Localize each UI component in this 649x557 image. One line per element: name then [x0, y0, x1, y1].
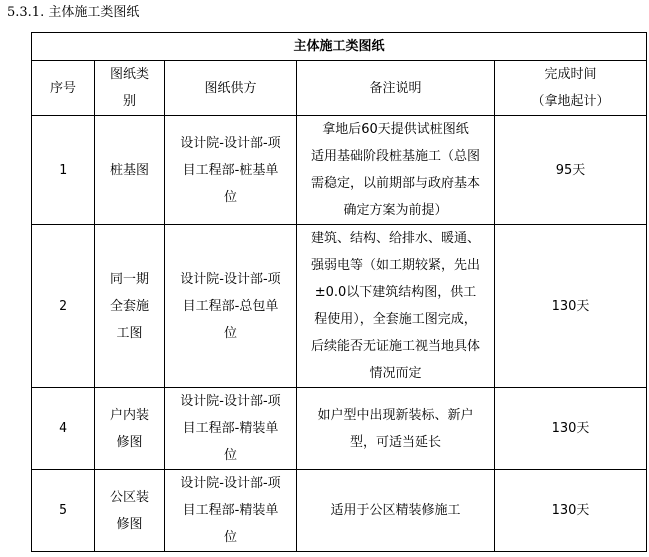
row-provider	[165, 116, 297, 225]
row-category-line: 修图	[116, 516, 143, 532]
row-category-line: 公区装	[109, 489, 149, 505]
table-row	[32, 470, 647, 552]
header-category	[95, 61, 165, 116]
table-title: 主体施工类图纸	[32, 33, 647, 61]
row-notes-line: 型，可适当延长	[349, 434, 441, 450]
row-provider-line: 设计院-设计部-项	[180, 271, 281, 287]
row-notes	[297, 225, 495, 388]
row-category-line: 桩基图	[109, 162, 149, 178]
row-index: 5	[32, 470, 95, 552]
row-notes-line: 如户型中出现新装标、新户	[317, 407, 474, 423]
row-provider	[165, 225, 297, 388]
row-category-line: 全套施	[109, 298, 149, 314]
row-notes-line: 建筑、结构、给排水、暖通、	[310, 231, 480, 246]
header-deadline	[495, 61, 647, 116]
row-category-line: 工图	[116, 325, 143, 341]
row-deadline: 130天	[495, 225, 647, 388]
row-notes-line: 后续能否无证施工视当地具体	[310, 339, 480, 354]
row-notes	[297, 116, 495, 225]
row-index: 1	[32, 116, 95, 225]
header-index: 序号	[32, 61, 95, 116]
row-notes-line: ±0.0以下建筑结构图，供工	[314, 285, 477, 300]
row-notes-line: 确定方案为前提）	[343, 203, 448, 218]
row-provider-line: 目工程部-桩基单	[182, 162, 279, 178]
row-provider-line: 位	[223, 189, 237, 205]
row-category-line: 修图	[116, 434, 143, 450]
row-category	[95, 470, 165, 552]
header-category-line: 图纸类	[109, 67, 149, 82]
row-provider-line: 设计院-设计部-项	[180, 394, 281, 409]
row-provider-line: 位	[223, 325, 237, 341]
row-provider-line: 位	[223, 530, 237, 545]
table-row	[32, 388, 647, 470]
row-provider-line: 目工程部-精装单	[182, 503, 279, 518]
row-provider	[165, 470, 297, 552]
row-deadline: 95天	[495, 116, 647, 225]
header-notes: 备注说明	[297, 61, 495, 116]
header-category-line: 别	[122, 94, 136, 109]
table-row	[32, 116, 647, 225]
row-category	[95, 388, 165, 470]
row-category-line: 同一期	[109, 271, 149, 287]
row-deadline: 130天	[495, 388, 647, 470]
header-row	[32, 61, 647, 116]
header-deadline-line: （拿地起计）	[531, 94, 610, 109]
row-deadline: 130天	[495, 470, 647, 552]
row-notes-line: 情况而定	[369, 366, 422, 381]
row-provider-line: 设计院-设计部-项	[180, 476, 281, 491]
row-notes-line: 适用基础阶段桩基施工（总图	[310, 149, 480, 164]
table-title-row	[32, 33, 647, 61]
row-provider-line: 位	[223, 448, 237, 463]
header-provider: 图纸供方	[165, 61, 297, 116]
row-notes-line: 强弱电等（如工期较紧，先出	[310, 258, 480, 273]
row-category-line: 户内装	[109, 407, 149, 423]
section-heading: 5.3.1. 主体施工类图纸	[7, 5, 140, 20]
row-index: 4	[32, 388, 95, 470]
table-row	[32, 225, 647, 388]
row-category	[95, 116, 165, 225]
row-notes-line: 拿地后60天提供试桩图纸	[322, 122, 469, 137]
row-category	[95, 225, 165, 388]
row-index: 2	[32, 225, 95, 388]
row-notes	[297, 470, 495, 552]
header-deadline-line: 完成时间	[544, 67, 597, 82]
row-notes-line: 程使用），全套施工图完成，	[314, 312, 477, 327]
row-provider-line: 设计院-设计部-项	[180, 135, 281, 151]
row-provider-line: 目工程部-总包单	[182, 298, 279, 314]
drawings-table	[31, 32, 647, 552]
row-provider-line: 目工程部-精装单	[182, 421, 279, 436]
row-notes-line: 适用于公区精装修施工	[330, 503, 461, 518]
row-notes	[297, 388, 495, 470]
row-provider	[165, 388, 297, 470]
row-notes-line: 需稳定，以前期部与政府基本	[310, 176, 480, 191]
